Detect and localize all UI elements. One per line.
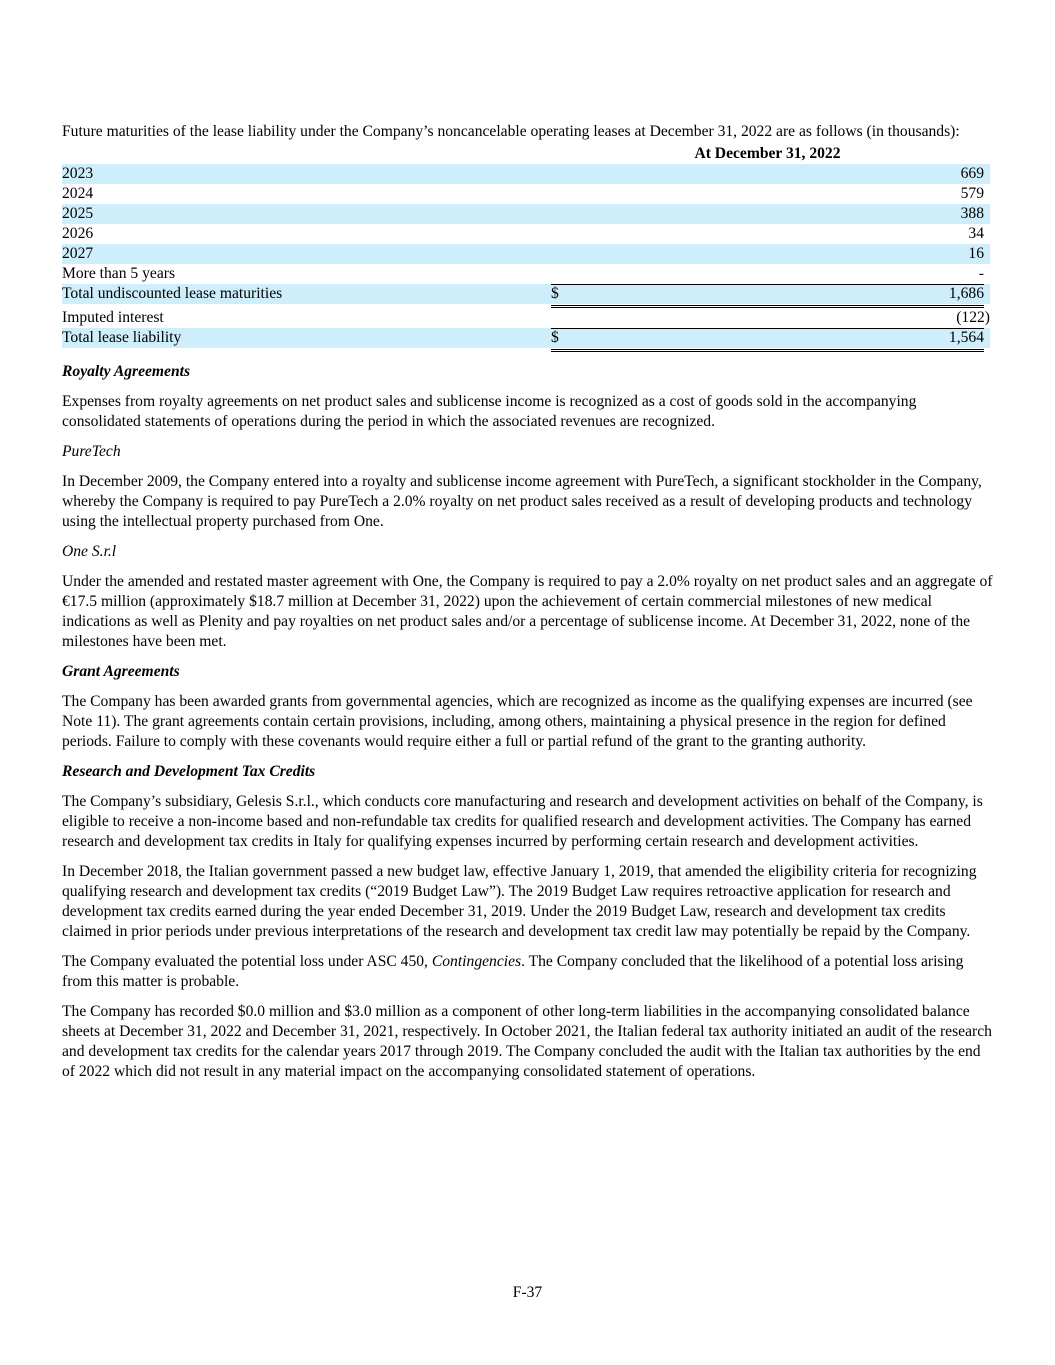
lease-maturity-table (62, 144, 990, 348)
one-srl-body: Under the amended and restated master agreement with One, the Company is required to pay a 2.0% royalty on net product sales and an aggregate of €17.5 million (approximately $18.7 million at December 31, 2022) upon the achievement of certain commercial milestones of new medical indications as well as Plenity and pay royalties on net product sales and/or a percentage of sublicense income. At December 31, 2022, none of the milestones have been met. (62, 573, 993, 650)
table-row-total-undiscounted (62, 284, 990, 304)
row-label: Total undiscounted lease maturities (62, 285, 283, 302)
rd-paragraph-3 (62, 952, 994, 992)
row-value: 16 (968, 245, 984, 262)
row-value: 34 (968, 225, 984, 242)
row-value: (122) (956, 309, 990, 326)
document-page (62, 122, 994, 1092)
currency-symbol: $ (551, 329, 559, 346)
table-row (62, 164, 990, 184)
row-label: Total lease liability (62, 329, 182, 346)
puretech-heading: PureTech (62, 443, 121, 460)
row-label: 2024 (62, 185, 94, 202)
row-label: More than 5 years (62, 265, 176, 282)
row-label: 2026 (62, 225, 94, 242)
royalty-heading: Royalty Agreements (62, 363, 191, 380)
rd-heading: Research and Development Tax Credits (62, 763, 316, 780)
row-value: 1,686 (948, 285, 984, 302)
column-header: At December 31, 2022 (551, 144, 984, 165)
one-srl-heading: One S.r.l (62, 543, 117, 560)
row-value: 388 (960, 205, 984, 222)
table-row (62, 244, 990, 264)
grant-heading: Grant Agreements (62, 663, 180, 680)
table-row (62, 264, 990, 284)
row-label: 2023 (62, 165, 94, 182)
row-value: 579 (960, 185, 984, 202)
rd-p3-text-before: The Company evaluated the potential loss under ASC 450, (62, 953, 432, 970)
total-cell-border (551, 284, 984, 308)
rd-p3-italic: Contingencies (431, 953, 522, 970)
lease-intro: Future maturities of the lease liability under the Company’s noncancelable operating leases at December 31, 2022 are as follows (in thousands): (62, 123, 960, 140)
currency-symbol: $ (551, 285, 559, 302)
table-row-total-liability (62, 328, 990, 348)
table-row (62, 184, 990, 204)
rd-paragraph-1: The Company’s subsidiary, Gelesis S.r.l., which conducts core manufacturing and research and development activities on behalf of the Company, is eligible to receive a non-income based and non-refundable tax credits for qualified research and development activities. The Company has earned research and development tax credits in Italy for qualifying expenses incurred by performing certain research and development activities. (62, 793, 983, 850)
rd-p3-text-after: . The Company concluded that the likelihood of a potential loss arising from this matter is probable. (62, 953, 964, 990)
total-cell-border (551, 328, 984, 352)
royalty-body: Expenses from royalty agreements on net product sales and sublicense income is recognized as a cost of goods sold in the accompanying consolidated statements of operations during the period in which the associated revenues are recognized. (62, 393, 917, 430)
puretech-body: In December 2009, the Company entered into a royalty and sublicense income agreement with PureTech, a significant stockholder in the Company, whereby the Company is required to pay PureTech a 2.0% royalty on net product sales received as a result of developing products and technology using the intellectual property purchased from One. (62, 473, 982, 530)
table-row (62, 224, 990, 244)
grant-body: The Company has been awarded grants from governmental agencies, which are recognized as income as the qualifying expenses are incurred (see Note 11). The grant agreements contain certain provisions, including, among others, maintaining a physical presence in the region for defined periods. Failure to comply with these covenants would require either a full or partial refund of the grant to the granting authority. (62, 693, 973, 750)
table-header (62, 144, 990, 164)
row-value: - (978, 265, 984, 282)
table-row (62, 308, 990, 328)
page-number: F-37 (512, 1284, 543, 1301)
table-row (62, 204, 990, 224)
row-value: 669 (960, 165, 984, 182)
row-value: 1,564 (948, 329, 984, 346)
row-label: Imputed interest (62, 309, 164, 326)
row-label: 2027 (62, 245, 94, 262)
row-label: 2025 (62, 205, 94, 222)
rd-paragraph-2: In December 2018, the Italian government passed a new budget law, effective January 1, 2019, that amended the eligibility criteria for recognizing qualifying research and development tax credits (“2019 Budget Law”). The 2019 Budget Law requires retroactive application for research and development tax credits earned during the year ended December 31, 2019. Under the 2019 Budget Law, research and development tax credits claimed in prior periods under previous interpretations of the research and development tax credit law may potentially be repaid by the Company. (62, 863, 977, 940)
rd-paragraph-4: The Company has recorded $0.0 million and $3.0 million as a component of other long-term liabilities in the accompanying consolidated balance sheets at December 31, 2022 and December 31, 2021, respectively. In October 2021, the Italian federal tax authority initiated an audit of the research and development tax credits for the calendar years 2017 through 2019. The Company concluded the audit with the Italian tax authorities by the end of 2022 which did not result in any material impact on the accompanying consolidated statement of operations. (62, 1003, 992, 1080)
